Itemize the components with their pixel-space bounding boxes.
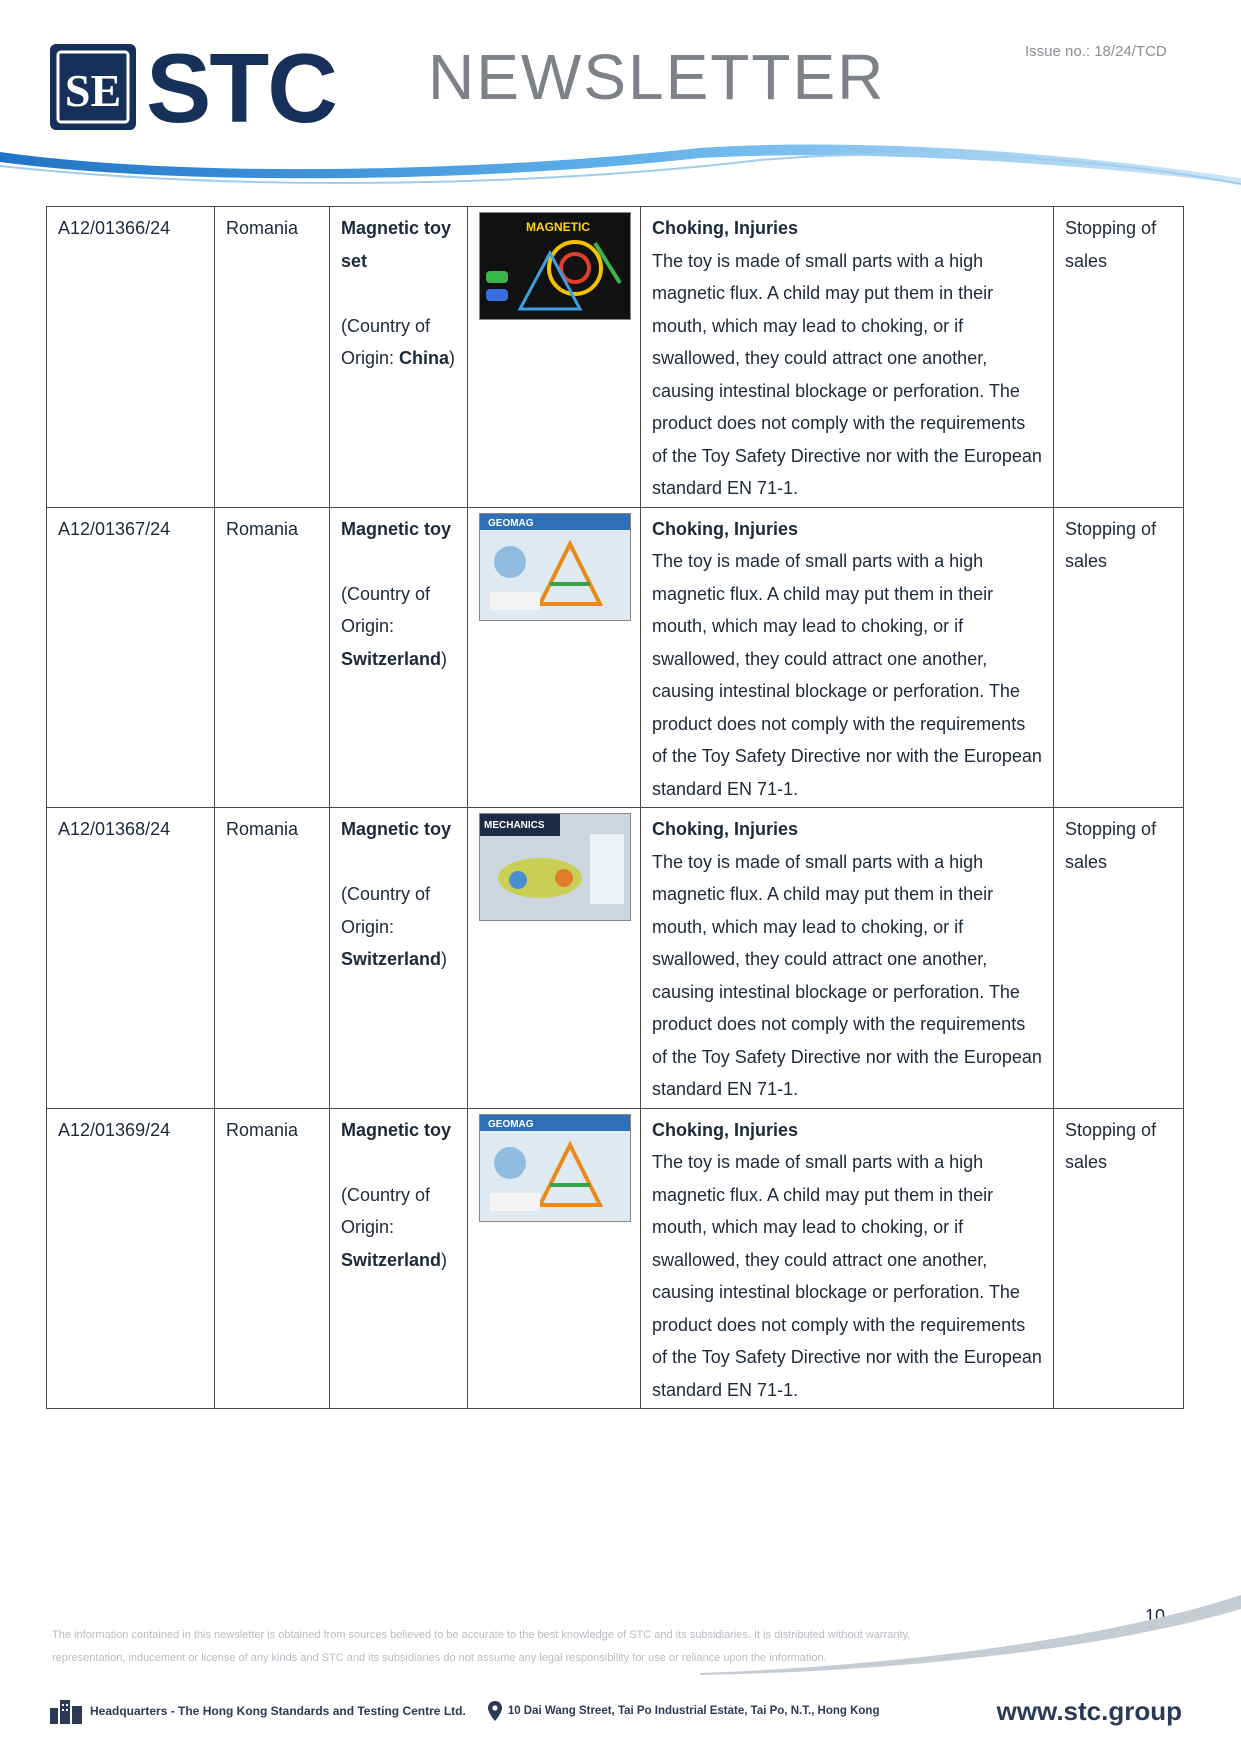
country-of-origin [341,578,456,676]
risk-description: The toy is made of small parts with a high magnetic flux. A child may put them in their mouth, which may lead to choking, or if swallowed, they could attract one another, causing intestinal blockage or perforation. The product does not comply with the requirements of the Toy Safety Directive nor with the European standard EN 71-1. [652,851,1042,1099]
product-name-line2: set [341,250,368,271]
reference-number [47,207,215,508]
notifying-country [215,507,330,808]
risk-description: The toy is made of small parts with a high magnetic flux. A child may put them in their mouth, which may lead to choking, or if swallowed, they could attract one another, causing intestinal blockage or perforation. The product does not comply with the requirements of the Toy Safety Directive nor with the European standard EN 71-1. [652,551,1042,799]
newsletter-title: NEWSLETTER [428,41,886,113]
product-cell [330,507,468,808]
measures-taken-text: Stopping of sales [1065,518,1157,571]
product-name-line1: Magnetic toy [341,518,452,539]
product-photo-cell [468,207,641,508]
origin-suffix: ) [441,648,448,669]
notifying-country-text: Romania [226,518,299,539]
country-of-origin [341,1179,456,1277]
country-of-origin [341,310,456,375]
record-row [47,1108,1184,1409]
origin-country: China [399,348,450,368]
notifying-country [215,1108,330,1409]
measures-taken-text: Stopping of sales [1065,218,1157,271]
notifying-country [215,808,330,1109]
reference-number-text: A12/01369/24 [58,1119,171,1140]
risk-cell [641,1108,1054,1409]
measures-taken-text: Stopping of sales [1065,1119,1157,1172]
measures-taken [1054,1108,1184,1409]
reference-number [47,1108,215,1409]
reference-number-text: A12/01367/24 [58,518,171,539]
footer-contact-bar [48,1694,1188,1728]
building-icon [48,1698,84,1724]
page-number: 10 [1145,1606,1166,1626]
origin-prefix: (Country of Origin: [341,583,431,636]
address-text: 10 Dai Wang Street, Tai Po Industrial Estate, Tai Po, N.T., Hong Kong [507,1705,880,1717]
reference-number-text: A12/01366/24 [58,218,171,238]
risk-type: Choking, Injuries [652,1119,799,1140]
product-photo-cell [468,1108,641,1409]
risk-description: The toy is made of small parts with a high magnetic flux. A child may put them in their mouth, which may lead to choking, or if swallowed, they could attract one another, causing intestinal blockage or perforation. The product does not comply with the requirements of the Toy Safety Directive nor with the European standard EN 71-1. [652,1152,1042,1400]
origin-suffix: ) [441,1249,448,1270]
geomag-box-photo [479,1114,631,1222]
origin-suffix: ) [449,348,456,368]
country-of-origin [341,878,456,976]
product-name [341,1114,456,1147]
origin-prefix: (Country of Origin: [341,315,431,368]
origin-prefix: (Country of Origin: [341,1184,431,1237]
legal-disclaimer: The information contained in this newsletter is obtained from sources believed to be accurate to the best knowledge of STC and its subsidiaries. It is distributed without warranty, representation, inducement or license of any kinds and STC and its subsidiaries do not assume any legal responsibility for use or reliance upon the information. [52,1629,911,1664]
reference-number-text: A12/01368/24 [58,819,171,839]
photo-box-label: MAGNETIC [526,220,590,234]
magnetic-toy-photo [479,212,631,320]
product-name-line1: Magnetic toy [341,218,452,238]
risk-description: The toy is made of small parts with a high magnetic flux. A child may put them in their mouth, which may lead to choking, or if swallowed, they could attract one another, causing intestinal blockage or perforation. The product does not comply with the requirements of the Toy Safety Directive nor with the European standard EN 71-1. [652,250,1042,498]
product-cell [330,1108,468,1409]
product-cell [330,808,468,1109]
origin-country: Switzerland [341,648,442,669]
record-row [47,207,1184,508]
location-pin-icon [488,1701,502,1721]
geomag-box-photo [479,513,631,621]
notifying-country-text: Romania [226,819,299,839]
photo-box-label: MECHANICS [484,820,545,831]
header-swoosh-decoration [0,140,1241,200]
risk-cell [641,808,1054,1109]
product-name [341,813,456,846]
product-name-line1: Magnetic toy [341,1119,452,1140]
product-name [341,513,456,546]
photo-box-label: GEOMAG [488,517,534,529]
origin-country: Switzerland [341,949,442,969]
measures-taken [1054,808,1184,1109]
photo-box-label: GEOMAG [488,1118,534,1130]
measures-taken-text: Stopping of sales [1065,819,1157,872]
origin-prefix: (Country of Origin: [341,884,431,937]
mechanics-box-photo [479,813,631,921]
notifying-country-text: Romania [226,1119,299,1140]
website-link[interactable]: www.stc.group [996,1695,1182,1726]
headquarters-label: Headquarters - The Hong Kong Standards and Testing Centre Ltd. [90,1704,466,1718]
record-row [47,808,1184,1109]
risk-cell [641,207,1054,508]
product-photo-cell [468,507,641,808]
origin-country: Switzerland [341,1249,442,1270]
stc-logo [50,44,348,130]
product-name [341,212,456,277]
risk-type: Choking, Injuries [652,819,799,839]
risk-type: Choking, Injuries [652,218,799,238]
notifying-country [215,207,330,508]
risk-cell [641,507,1054,808]
issue-number: Issue no.: 18/24/TCD [1025,43,1167,60]
product-name-line1: Magnetic toy [341,819,452,839]
risk-type: Choking, Injuries [652,518,799,539]
reference-number [47,507,215,808]
product-photo-cell [468,808,641,1109]
product-cell [330,207,468,508]
reference-number [47,808,215,1109]
notifying-country-text: Romania [226,218,299,238]
measures-taken [1054,207,1184,508]
logo-wordmark: STC [146,44,336,130]
rapex-records-table [46,206,1184,1409]
svg-text:SE: SE [64,65,122,116]
record-row [47,507,1184,808]
measures-taken [1054,507,1184,808]
origin-suffix: ) [441,949,448,969]
